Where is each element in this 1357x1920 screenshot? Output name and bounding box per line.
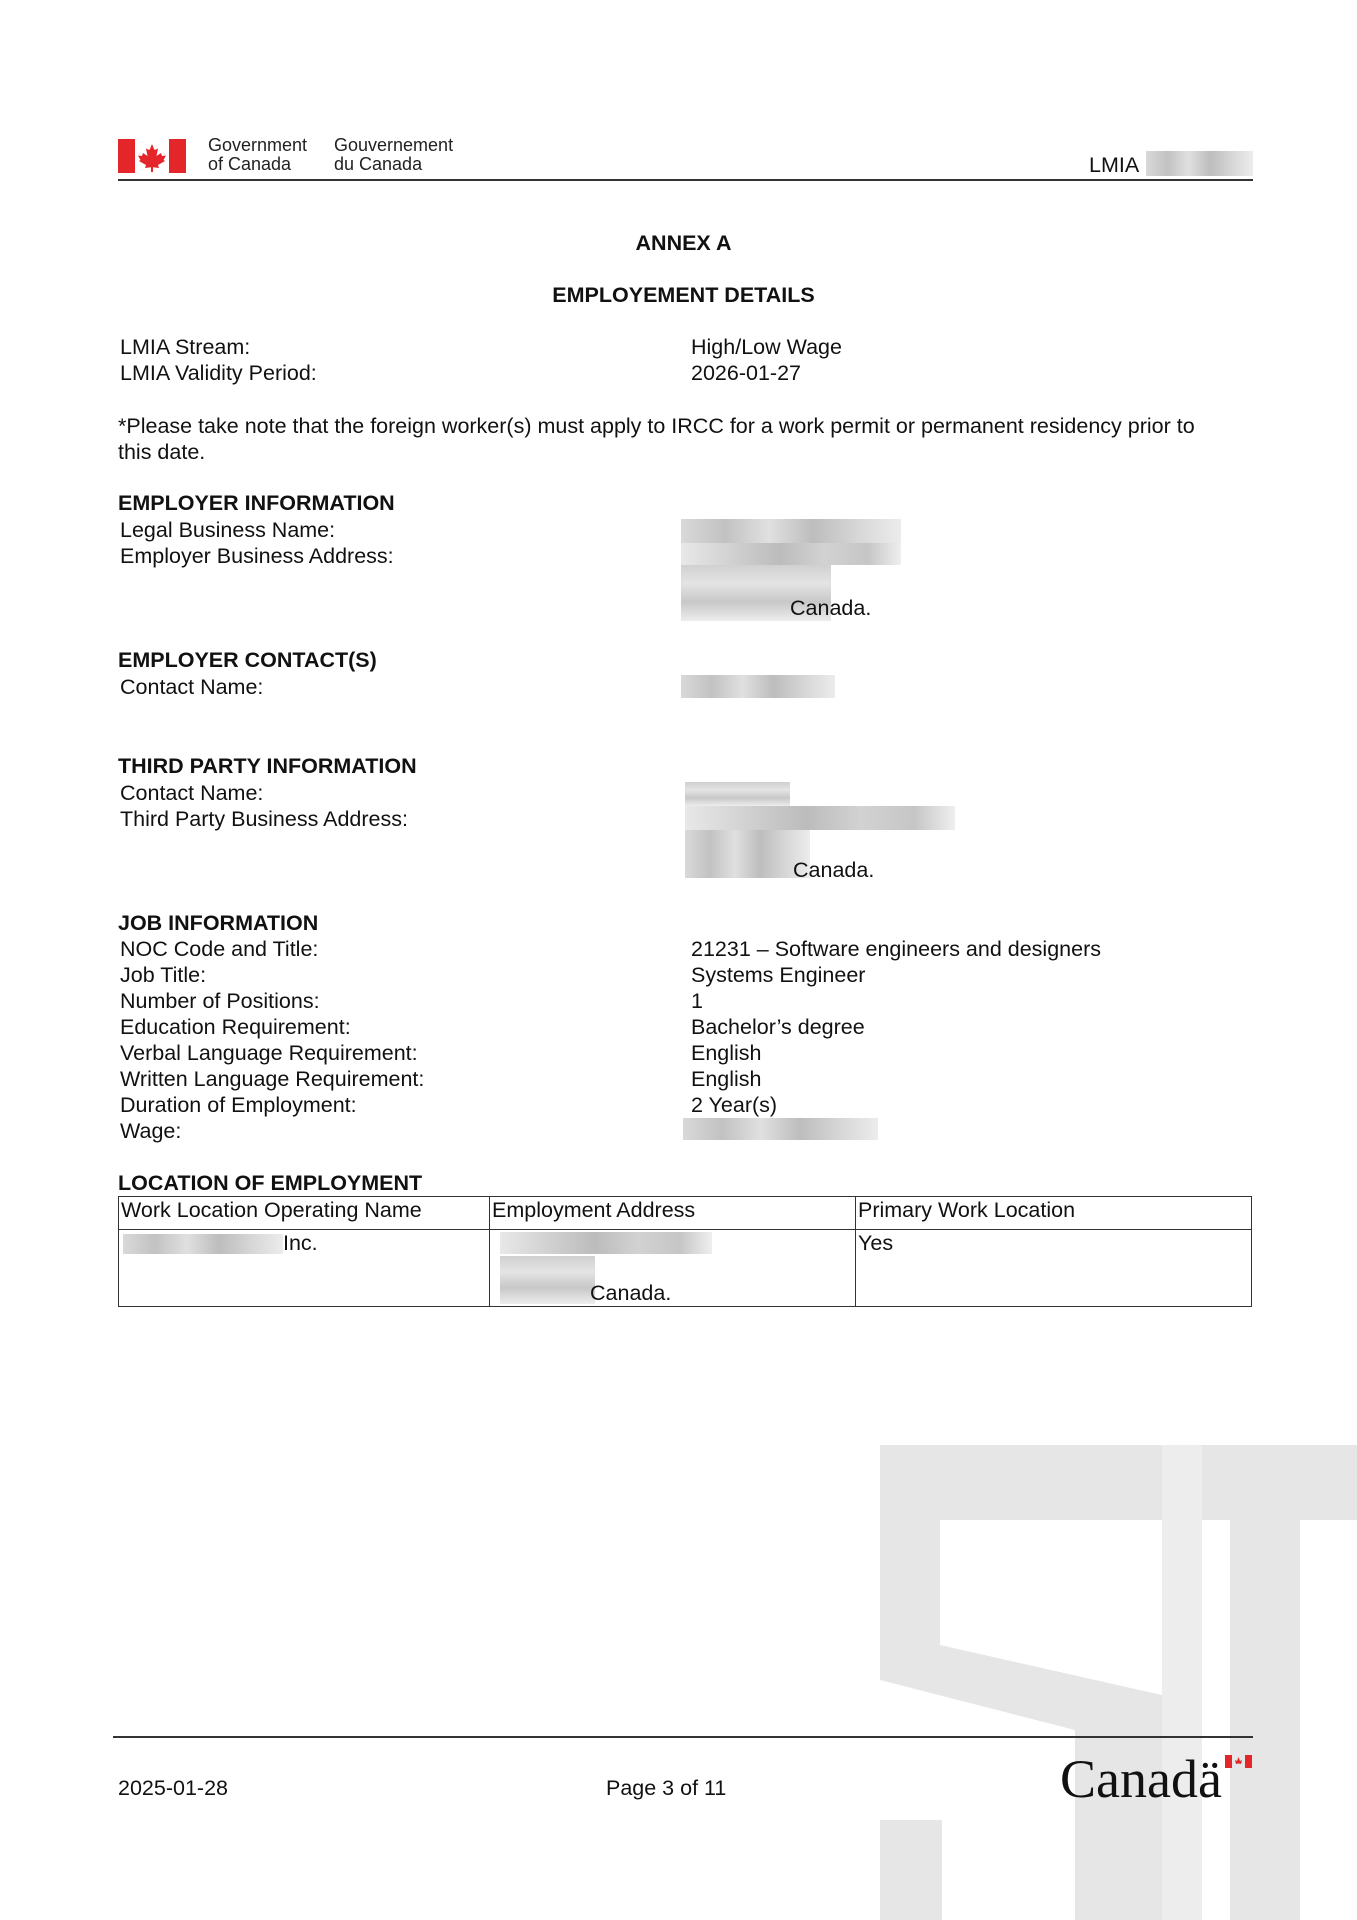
operating-name-redacted: [123, 1234, 283, 1254]
col-primary-location: Primary Work Location: [856, 1197, 1252, 1230]
third-party-contact-redacted: [685, 782, 790, 806]
employer-info-heading: EMPLOYER INFORMATION: [118, 491, 395, 515]
job-row-value: 1: [691, 989, 703, 1013]
lmia-header-label: LMIA: [1089, 153, 1140, 177]
job-row-label: Number of Positions:: [120, 989, 320, 1013]
canada-wordmark: Canadä: [1060, 1749, 1222, 1809]
third-party-contact-label: Contact Name:: [120, 781, 264, 805]
legal-business-name-redacted: [681, 519, 901, 543]
lmia-validity-label: LMIA Validity Period:: [120, 361, 317, 385]
third-party-address-redacted-2: [685, 830, 810, 878]
location-table-header: [119, 1197, 1252, 1230]
cell-employment-address: [490, 1230, 856, 1307]
location-table: [118, 1196, 1252, 1307]
col-employment-address: Employment Address: [490, 1197, 856, 1230]
job-row-value: 2 Year(s): [691, 1093, 778, 1117]
employer-contact-name-redacted: [681, 675, 835, 698]
cell-primary-location: Yes: [856, 1230, 1252, 1307]
gov-fr-line1: Gouvernement: [334, 135, 454, 155]
job-row-label: Verbal Language Requirement:: [120, 1041, 418, 1065]
ircc-note-line1: *Please take note that the foreign worker(s) must apply to IRCC for a work permit or permanent residency prior to: [118, 414, 1195, 438]
employer-contact-heading: EMPLOYER CONTACT(S): [118, 648, 377, 672]
footer-page-number: Page 3 of 11: [606, 1776, 727, 1800]
job-info-heading: JOB INFORMATION: [118, 911, 319, 935]
employer-address-country: Canada.: [790, 596, 872, 620]
third-party-address-redacted: [685, 806, 955, 830]
employment-address-redacted-2: [500, 1256, 595, 1304]
col-operating-name: Work Location Operating Name: [119, 1197, 490, 1230]
third-party-address-label: Third Party Business Address:: [120, 807, 408, 831]
third-party-heading: THIRD PARTY INFORMATION: [118, 754, 417, 778]
wordmark-flag-icon: [1225, 1755, 1252, 1768]
legal-business-name-label: Legal Business Name:: [120, 518, 336, 542]
lmia-stream-label: LMIA Stream:: [120, 335, 251, 359]
table-row: [119, 1230, 1252, 1307]
section-title: EMPLOYEMENT DETAILS: [552, 283, 815, 307]
gov-en-line2: of Canada: [208, 154, 292, 174]
job-row-label: Duration of Employment:: [120, 1093, 357, 1117]
canada-flag-icon: [118, 139, 186, 173]
gov-of-canada-fr: [334, 136, 453, 174]
job-row-label: Written Language Requirement:: [120, 1067, 425, 1091]
cell-operating-name: [119, 1230, 490, 1307]
employment-address-redacted: [500, 1232, 712, 1254]
job-row-value: English: [691, 1041, 762, 1065]
employer-address-redacted: [681, 543, 901, 565]
lmia-number-redacted: [1146, 151, 1253, 176]
watermark-logo: [880, 1445, 1357, 1920]
ircc-note-line2: this date.: [118, 440, 206, 464]
employment-address-country: Canada.: [590, 1281, 672, 1305]
lmia-stream-value: High/Low Wage: [691, 335, 842, 359]
annex-title: ANNEX A: [635, 231, 732, 255]
lmia-validity-value: 2026-01-27: [691, 361, 801, 385]
job-row-label: Wage:: [120, 1119, 182, 1143]
operating-name-suffix: Inc.: [283, 1231, 318, 1255]
third-party-address-country: Canada.: [793, 858, 875, 882]
job-row-value: Systems Engineer: [691, 963, 866, 987]
gov-en-line1: Government: [208, 135, 308, 155]
location-heading: LOCATION OF EMPLOYMENT: [118, 1171, 423, 1195]
job-row-label: Education Requirement:: [120, 1015, 351, 1039]
header-rule: [118, 179, 1253, 181]
employer-address-label: Employer Business Address:: [120, 544, 394, 568]
job-row-value: English: [691, 1067, 762, 1091]
job-row-label: Job Title:: [120, 963, 207, 987]
footer-rule: [113, 1736, 1253, 1738]
job-row-label: NOC Code and Title:: [120, 937, 319, 961]
gov-fr-line2: du Canada: [334, 154, 423, 174]
job-row-value: Bachelor’s degree: [691, 1015, 865, 1039]
job-row-value: 21231 – Software engineers and designers: [691, 937, 1101, 961]
wage-redacted: [683, 1118, 878, 1140]
gov-of-canada-en: [208, 136, 307, 174]
employer-contact-name-label: Contact Name:: [120, 675, 264, 699]
footer-date: 2025-01-28: [118, 1776, 228, 1800]
